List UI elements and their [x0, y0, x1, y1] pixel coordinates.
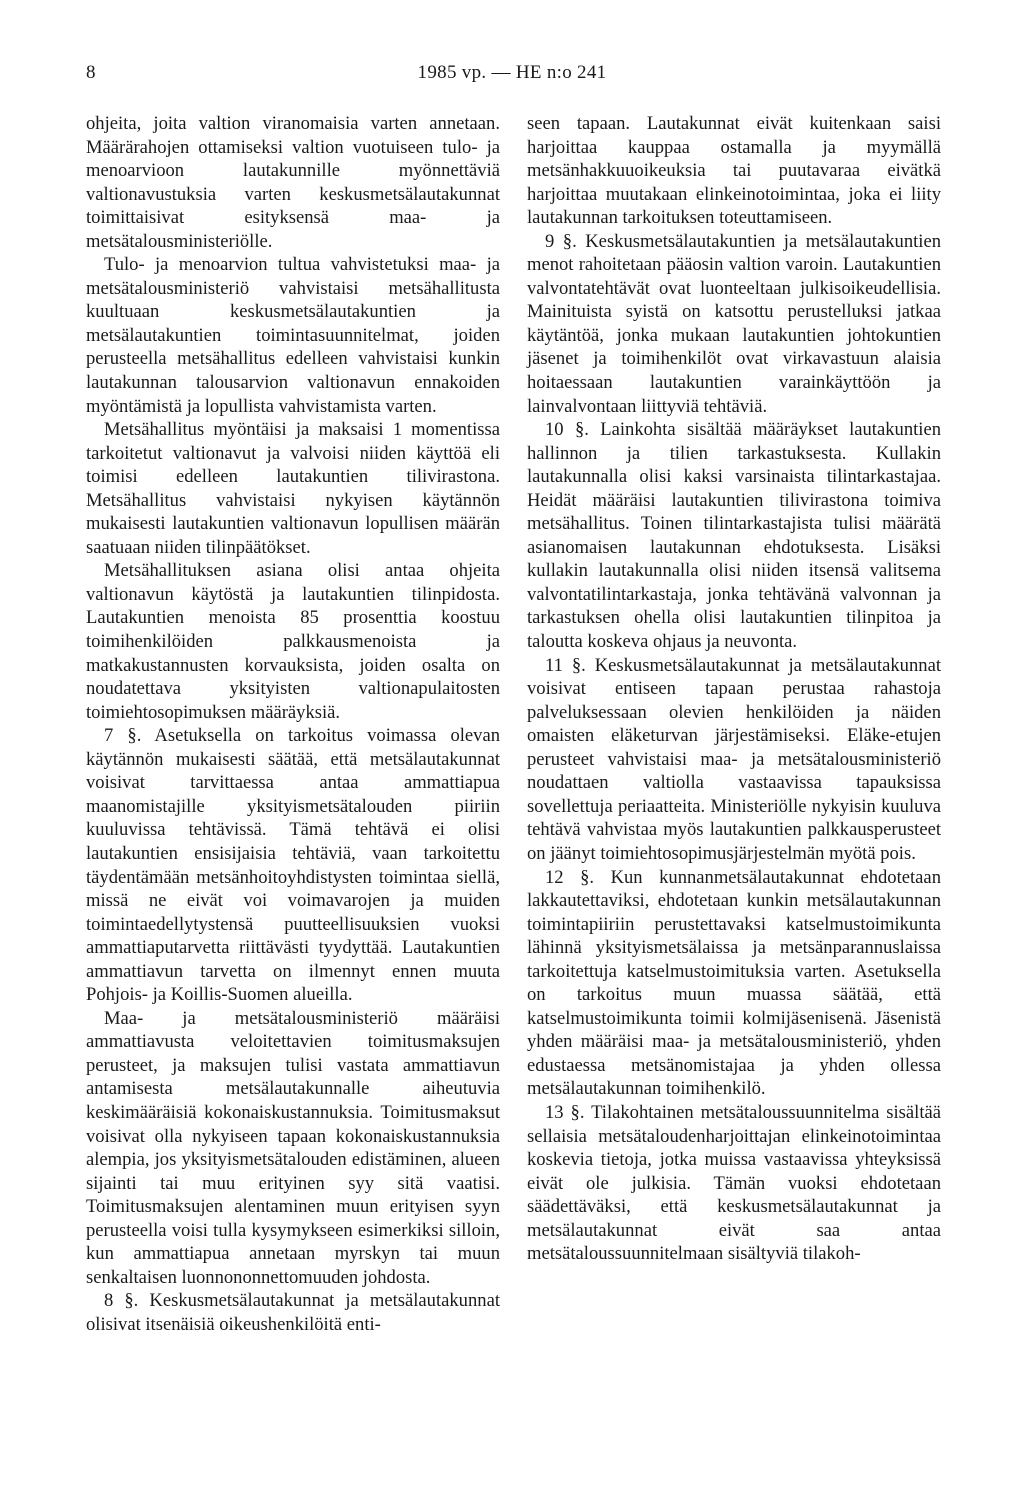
paragraph: ohjeita, joita valtion viranomaisia varten annetaan. Määrärahojen ottamiseksi valtion vuotuiseen tulo- ja menoarvioon lautakunnille myönnettäviä valtionavustuksia varten keskusmetsälautakunnat toimittaisivat esityksensä maa- ja metsätalousministeriölle. — [86, 113, 500, 252]
page-number: 8 — [86, 62, 96, 83]
paragraph: Metsähallituksen asiana olisi antaa ohjeita valtionavun käytöstä ja lautakuntien tilinpidosta. Lautakuntien menoista 85 prosenttia koostuu toimihenkilöiden palkkausmenoista ja matkakustannusten korvauksista, joiden osalta on noudatettava yksityisten valtionapulaitosten toimiehtosopimuksen määräyksiä. — [86, 560, 500, 723]
paragraph: Maa- ja metsätalousministeriö määräisi ammattiavusta veloitettavien toimitusmaksujen perusteet, ja maksujen tulisi vastata ammattiavun antamisesta metsälautakunnalle aiheutuvia keskimääräisiä kokonaiskustannuksia. Toimitusmaksut voisivat olla nykyiseen tapaan kokonaiskustannuksia alempia, jos yksityismetsätalouden edistäminen, alueen sijainti tai muu erityinen syy sitä vaatisi. Toimitusmaksujen alentaminen muun erityisen syyn perusteella voisi tulla kysymykseen esimerkiksi silloin, kun ammattiapua annetaan myrskyn tai muun senkaltaisen luonnononnettomuuden johdosta. — [86, 1007, 500, 1288]
paragraph: Tulo- ja menoarvion tultua vahvistetuksi maa- ja metsätalousministeriö vahvistaisi metsähallitusta kuultuaan keskusmetsälautakuntien ja metsälautakuntien toimintasuunnitelmat, joiden perusteella metsähallitus edelleen vahvistaisi kunkin lautakunnan talousarvion valtionavun ennakoiden myöntämistä ja lopullista vahvistamista varten. — [86, 254, 500, 417]
paragraph: seen tapaan. Lautakunnat eivät kuitenkaan saisi harjoittaa kauppaa ostamalla ja myymällä metsänhakkuuoikeuksia tai puutavaraa eivätkä harjoittaa muutakaan elinkeinotoimintaa, joka ei liity lautakunnan tarkoituksen toteuttamiseen. — [527, 113, 941, 229]
section-10-paragraph: 10 §. Lainkohta sisältää määräykset lautakuntien hallinnon ja tilien tarkastuksesta. Kullakin lautakunnalla olisi kaksi varsinaista tilintarkastajaa. Heidät määräisi lautakuntien tilivirastona toimiva metsähallitus. Toinen tilintarkastajista tulisi määrätä asianomaisen lautakunnan ehdotuksesta. Lisäksi kullakin lautakunnalla olisi niiden itsensä valitsema valvontatilintarkastaja, jonka tehtävänä valvonnan ja tarkastuksen ohella olisi lautakuntien tilinpitoa ja taloutta koskeva ohjaus ja neuvonta. — [527, 419, 941, 653]
section-7-paragraph: 7 §. Asetuksella on tarkoitus voimassa olevan käytännön mukaisesti säätää, että metsälautakunnat voisivat tarvittaessa antaa ammattiapua maanomistajille yksityismetsätalouden piiriin kuuluvissa tehtävissä. Tämä tehtävä ei olisi lautakuntien ensisijaisia tehtäviä, vaan tarkoitettu täydentämään metsänhoitoyhdistysten toimintaa siellä, missä ne eivät voi voimavarojen ja muiden toimintaedellytystensä puutteellisuuksien vuoksi ammattiaputarvetta riittävästi tyydyttää. Lautakuntien ammattiavun tarvetta on ilmennyt ennen muuta Pohjois- ja Koillis-Suomen alueilla. — [86, 725, 500, 1006]
running-head: 1985 vp. — HE n:o 241 — [417, 62, 607, 83]
paragraph: Metsähallitus myöntäisi ja maksaisi 1 momentissa tarkoitetut valtionavut ja valvoisi niiden käyttöä eli toimisi edelleen lautakuntien tilivirastona. Metsähallitus vahvistaisi nykyisen käytännön mukaisesti lautakuntien valtionavun lopullisen määrän saatuaan niiden tilinpäätökset. — [86, 419, 500, 558]
section-9-paragraph: 9 §. Keskusmetsälautakuntien ja metsälautakuntien menot rahoitetaan pääosin valtion varoin. Lautakuntien valvontatehtävät ovat luonteeltaan julkisoikeudellisia. Mainituista syistä on katsottu perustelluksi jatkaa käytäntöä, jonka mukaan lautakuntien johtokuntien jäsenet ja toimihenkilöt ovat virkavastuun alaisia hoitaessaan lautakuntien varainkäyttöön ja lainvalvontaan liittyviä tehtäviä. — [527, 230, 941, 417]
page-header — [0, 62, 1024, 90]
section-12-paragraph: 12 §. Kun kunnanmetsälautakunnat ehdotetaan lakkautettaviksi, ehdotetaan kunkin metsälautakunnan toimintapiiriin perustettavaksi katselmustoimikunta lähinnä yksityismetsälaissa ja metsänparannuslaissa tarkoitettuja katselmustoimituksia varten. Asetuksella on tarkoitus muun muassa säätää, että katselmustoimikunta toimii kolmijäsenisenä. Jäsenistä yhden määräisi maa- ja metsätalousministeriö, yhden edustaessa metsänomistajaa ja yhden ollessa metsälautakunnan toimihenkilö. — [527, 866, 941, 1100]
right-column — [527, 112, 941, 1266]
section-11-paragraph: 11 §. Keskusmetsälautakunnat ja metsälautakunnat voisivat entiseen tapaan perustaa rahastoja palveluksessaan olevien henkilöiden ja näiden omaisten eläketurvan järjestämiseksi. Eläke-etujen perusteet vahvistaisi maa- ja metsätalousministeriö noudattaen valtiolla vastaavissa tapauksissa sovellettuja periaatteita. Ministeriölle nykyisin kuuluva tehtävä vahvistaa myös lautakuntien palkkausperusteet on jäänyt toimiehtosopimusjärjestelmän myötä pois. — [527, 654, 941, 864]
left-column — [86, 112, 500, 1336]
section-8-paragraph: 8 §. Keskusmetsälautakunnat ja metsälautakunnat olisivat itsenäisiä oikeushenkilöitä enti- — [86, 1290, 500, 1335]
section-13-paragraph: 13 §. Tilakohtainen metsätaloussuunnitelma sisältää sellaisia metsätaloudenharjoittajan elinkeinotoimintaa koskevia tietoja, jotka muissa vastaavissa yhteyksissä eivät ole julkisia. Tämän vuoksi ehdotetaan säädettäväksi, että keskusmetsälautakunnat ja metsälautakunnat eivät saa antaa metsätaloussuunnitelmaan sisältyviä tilakoh- — [527, 1101, 941, 1265]
